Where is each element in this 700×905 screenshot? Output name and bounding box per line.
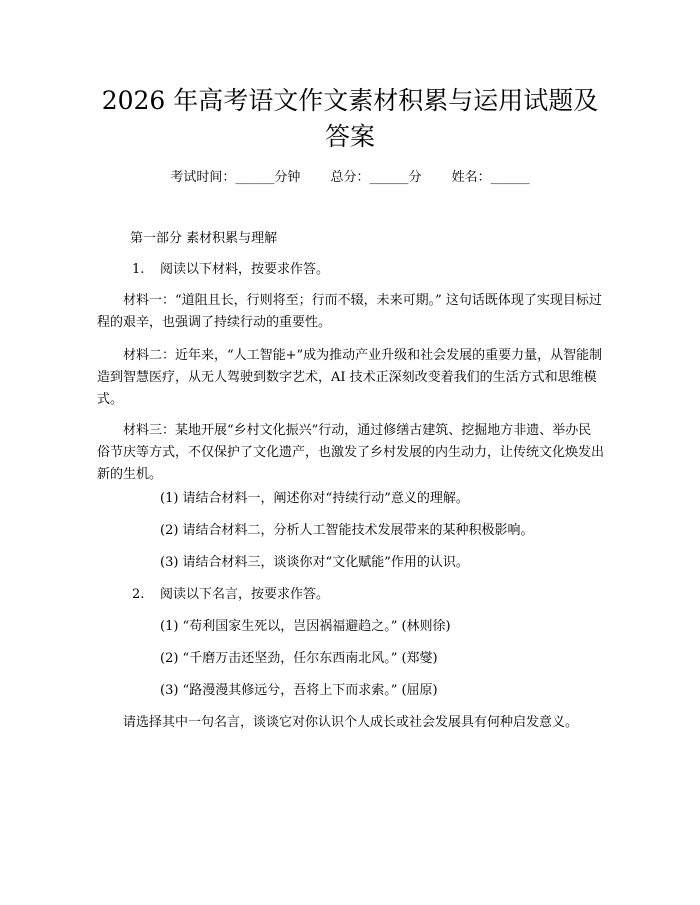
- q1-sub3: (3) 请结合材料三，谈谈你对“文化赋能”作用的认识。: [160, 555, 469, 570]
- q2-text: 阅读以下名言，按要求作答。: [160, 587, 330, 602]
- exam-time: 考试时间：______分钟: [170, 170, 301, 185]
- q2-number: 2.: [132, 587, 145, 602]
- q2-quote2: (2) “千磨万击还坚劲，任尔东西南北风。” (郑燮): [160, 651, 438, 666]
- total-score: 总分：______分: [330, 170, 422, 185]
- q2-quote1: (1) “苟利国家生死以，岂因祸福避趋之。” (林则徐): [160, 619, 451, 634]
- exam-meta-line: [0, 169, 700, 187]
- q1-sub1: (1) 请结合材料一，阐述你对“持续行动”意义的理解。: [160, 491, 469, 506]
- document-title-line1: 2026 年高考语文作文素材积累与运用试题及: [101, 86, 599, 115]
- q1-number: 1.: [132, 262, 145, 277]
- part1-heading: 第一部分 素材积累与理解: [130, 231, 278, 246]
- material2: 材料二：近年来，“人工智能+”成为推动产业升级和社会发展的重要力量，从智能制造到智慧医疗，从无人驾驶到数字艺术，AI 技术正深刻改变着我们的生活方式和思维模式。: [97, 348, 603, 407]
- student-name: 姓名：______: [451, 170, 530, 185]
- q1-sub2: (2) 请结合材料二，分析人工智能技术发展带来的某种积极影响。: [160, 523, 534, 538]
- q2-instruction: 请选择其中一句名言，谈谈它对你认识个人成长或社会发展具有何种启发意义。: [123, 715, 579, 730]
- material1: 材料一：“道阻且长，行则将至；行而不辍，未来可期。” 这句话既体现了实现目标过程的艰辛，也强调了持续行动的重要性。: [97, 293, 602, 330]
- document-title-line2: 答案: [324, 122, 375, 151]
- material3: 材料三：某地开展“乡村文化振兴”行动，通过修缮古建筑、挖掘地方非遗、举办民俗节庆等方式，不仅保护了文化遗产，也激发了乡村发展的内生动力，让传统文化焕发出新的生机。: [97, 423, 605, 482]
- q2-quote3: (3) “路漫漫其修远兮，吾将上下而求索。” (屈原): [160, 683, 438, 698]
- q1-text: 阅读以下材料，按要求作答。: [160, 262, 330, 277]
